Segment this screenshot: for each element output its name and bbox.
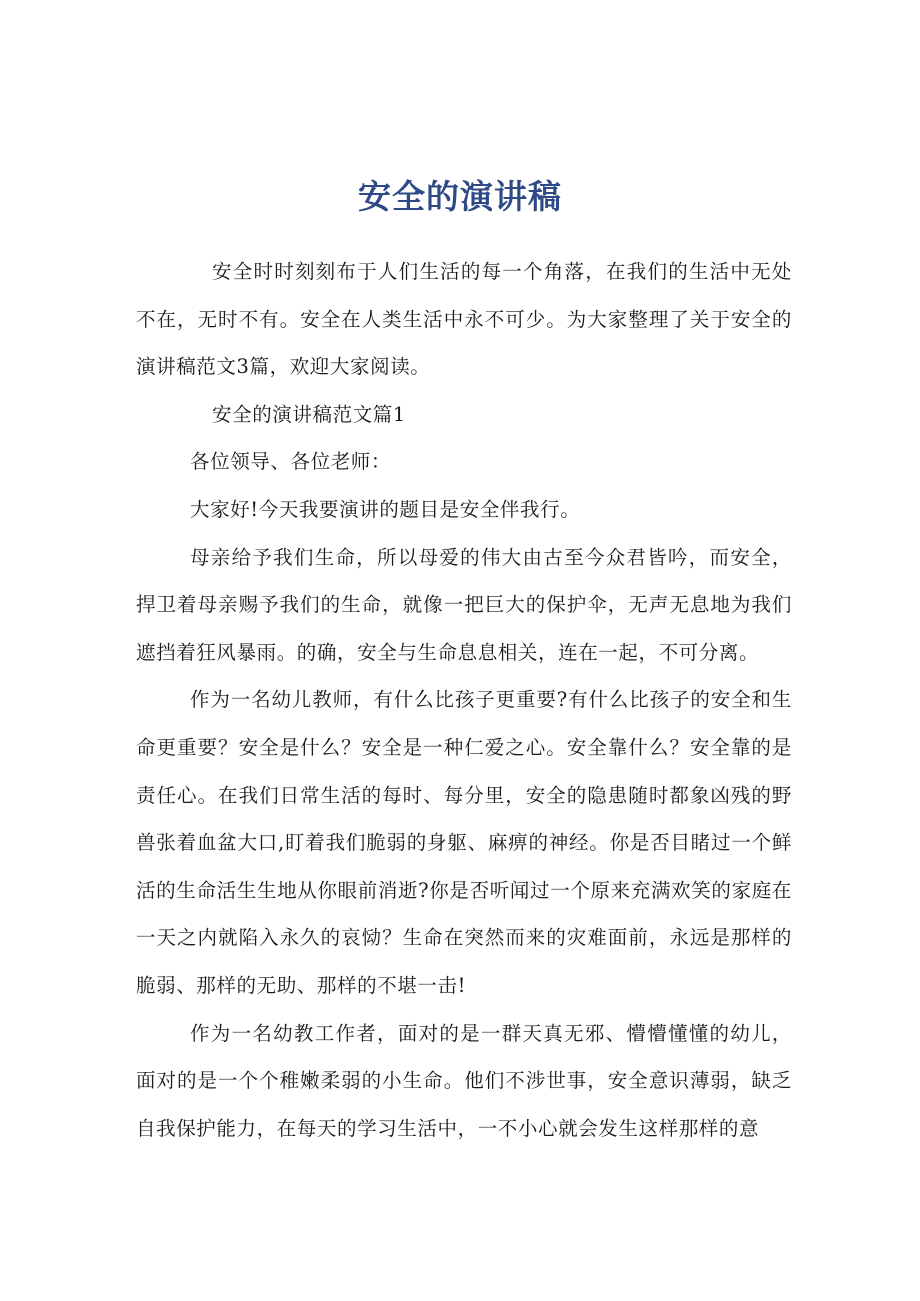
body-paragraph-1: 母亲给予我们生命，所以母爱的伟大由古至今众君皆吟，而安全，捍卫着母亲赐予我们的生命，就像一把巨大的保护伞，无声无息地为我们遮挡着狂风暴雨。的确，安全与生命息息相关，连在一起，不可分离。 [136,545,792,664]
body-paragraph-2: 作为一名幼儿教师，有什么比孩子更重要?有什么比孩子的安全和生命更重要？安全是什么？安全是一种仁爱之心。安全靠什么？安全靠的是责任心。在我们日常生活的每时、每分里，安全的隐患随时都象凶残的野兽张着血盆大口,盯着我们脆弱的身躯、麻痹的神经。你是否目睹过一个鲜活的生命活生生地从你眼前消逝?你是否听闻过一个原来充满欢笑的家庭在一天之内就陷入永久的哀恸？生命在突然而来的灾难面前，永远是那样的脆弱、那样的无助、那样的不堪一击! [136,688,792,997]
body-paragraph-3: 作为一名幼教工作者，面对的是一群天真无邪、懵懵懂懂的幼儿，面对的是一个个稚嫩柔弱的小生命。他们不涉世事，安全意识薄弱，缺乏自我保护能力，在每天的学习生活中，一不小心就会发生这样那样的意 [136,1021,792,1140]
greeting-line: 各位领导、各位老师： [190,450,392,474]
opening-line: 大家好!今天我要演讲的题目是安全伴我行。 [190,497,581,521]
document-body [136,248,792,1152]
page-title: 安全的演讲稿 [358,177,562,217]
section-heading: 安全的演讲稿范文篇1 [212,402,406,426]
intro-paragraph: 安全时时刻刻布于人们生活的每一个角落，在我们的生活中无处不在，无时不有。安全在人类生活中永不可少。为大家整理了关于安全的演讲稿范文3篇，欢迎大家阅读。 [136,260,792,379]
